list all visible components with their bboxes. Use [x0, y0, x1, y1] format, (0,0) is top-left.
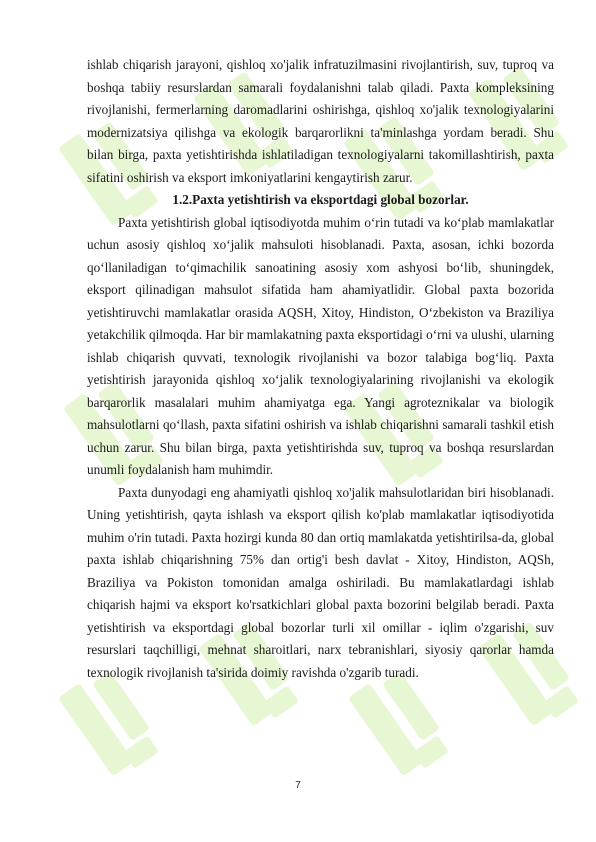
page-body — [87, 54, 554, 684]
paragraph-intro: ishlab chiqarish jarayoni, qishloq xo'jalik infratuzilmasini rivojlantirish, suv, tuproq va boshqa tabiiy resurslardan samarali foydalanishni talab qiladi. Paxta kompleksining rivojlanishi, fermerlarning daromadlarini oshirishga, qishloq xo'jalik texnologiyalarini modernizatsiya qilishga va ekologik barqarorlikni ta'minlashga yordam beradi. Shu bilan birga, paxta yetishtirishda ishlatiladigan texnologiyalarni takomillashtirish, paxta sifatini oshirish va eksport imkoniyatlarini kengaytirish zarur. — [87, 57, 554, 185]
page-number: 7 — [295, 780, 301, 791]
paragraph-global-markets: Paxta yetishtirish global iqtisodiyotda muhim o‘rin tutadi va ko‘plab mamlakatlar uchun asosiy qishloq xo‘jalik mahsuloti hisoblanadi. Paxta, asosan, ichki bozorda qo‘llaniladigan to‘qimachilik sanoatining asosiy xom ashyosi bo‘lib, shuningdek, eksport qilinadigan mahsulot sifatida ham ahamiyatlidir. Global paxta bozorida yetishtiruvchi mamlakatlar orasida AQSH, Xitoy, Hindiston, O‘zbekiston va Braziliya yetakchilik qilmoqda. Har bir mamlakatning paxta eksportidagi o‘rni va ulushi, ularning ishlab chiqarish quvvati, texnologik rivojlanishi va bozor talabiga bog‘liq. Paxta yetishtirish jarayonida qishloq xo‘jalik texnologiyalarining rivojlanishi va ekologik barqarorlik masalalari muhim ahamiyatga ega. Yangi agroteznikalar va biologik mahsulotlarni qo‘llash, paxta sifatini oshirish va ishlab chiqarishni samarali tashkil etish uchun zarur. Shu bilan birga, paxta yetishtirishda suv, tuproq va boshqa resurslardan unumli foydalanish ham muhimdir. — [87, 214, 554, 477]
paragraph-cotton-importance: Paxta dunyodagi eng ahamiyatli qishloq xo'jalik mahsulotlaridan biri hisoblanadi. Uning yetishtirish, qayta ishlash va eksport qilish ko'plab mamlakatlar iqtisodiyotida muhim o'rin tutadi. Paxta hozirgi kunda 80 dan ortiq mamlakatda yetishtirilsa-da, global paxta ishlab chiqarishning 75% dan ortig'i besh davlat - Xitoy, Hindiston, AQSh, Braziliya va Pokiston tomonidan amalga oshiriladi. Bu mamlakatlardagi ishlab chiqarish hajmi va eksport ko'rsatkichlari global paxta bozorini belgilab beradi. Paxta yetishtirish va eksportdagi global bozorlar turli xil omillar - iqlim o'zgarishi, suv resurslari taqchilligi, mehnat sharoitlari, narx tebranishlari, siyosiy qarorlar hamda texnologik rivojlanish ta'sirida doimiy ravishda o'zgarib turadi. — [87, 484, 554, 680]
section-heading: 1.2.Paxta yetishtirish va eksportdagi global bozorlar. — [172, 192, 469, 207]
